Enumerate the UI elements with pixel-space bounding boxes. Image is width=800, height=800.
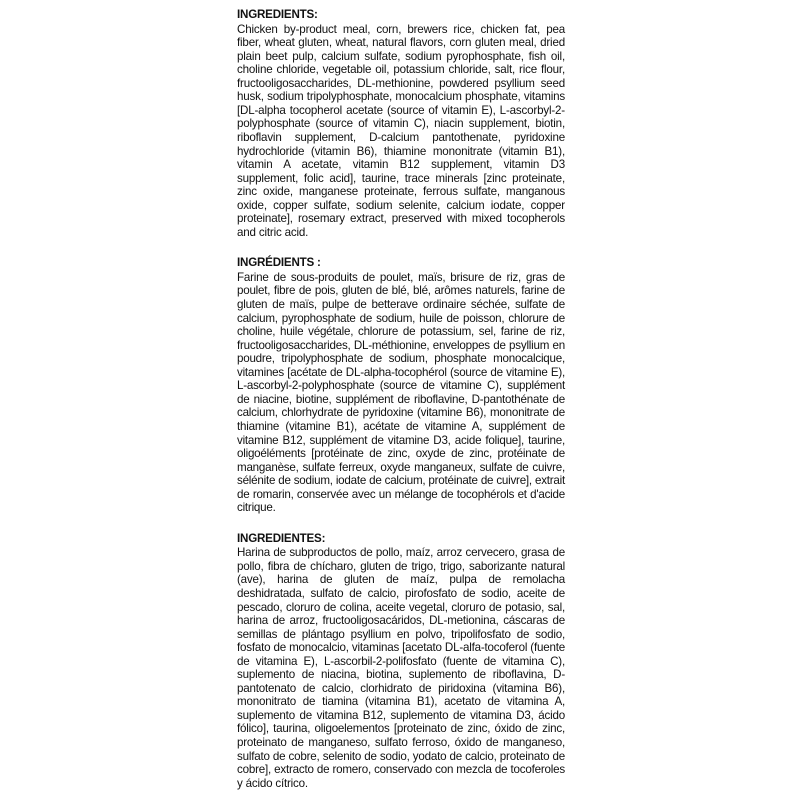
french-ingredients-heading: INGRÉDIENTS :	[237, 256, 321, 270]
french-ingredients-section	[237, 256, 565, 514]
english-ingredients-text: Chicken by-product meal, corn, brewers rice, chicken fat, pea fiber, wheat gluten, wheat, natural flavors, corn gluten meal, dried plain beet pulp, calcium sulfate, sodium pyrophosphate, fish oil, choline chloride, vegetable oil, potassium chloride, salt, rice flour, fructooligosaccharides, DL-methionine, powdered psyllium seed husk, sodium tripolyphosphate, monocalcium phosphate, vitamins [DL-alpha tocopherol acetate (source of vitamin E), L-ascorbyl-2-polyphosphate (source of vitamin C), niacin supplement, biotin, riboflavin supplement, D-calcium pantothenate, pyridoxine hydrochloride (vitamin B6), thiamine mononitrate (vitamin B1), vitamin A acetate, vitamin B12 supplement, vitamin D3 supplement, folic acid], taurine, trace minerals [zinc proteinate, zinc oxide, manganese proteinate, ferrous sulfate, manganous oxide, copper sulfate, sodium selenite, calcium iodate, copper proteinate], rosemary extract, preserved with mixed tocopherols and citric acid.	[237, 22, 565, 239]
english-ingredients-section	[237, 8, 565, 239]
french-ingredients-text: Farine de sous-produits de poulet, maïs, brisure de riz, gras de poulet, fibre de pois, gluten de blé, blé, arômes naturels, farine de gluten de maïs, pulpe de betterave ordinaire séchée, sulfate de calcium, pyrophosphate de sodium, huile de poisson, chlorure de choline, huile végétale, chlorure de potassium, sel, farine de riz, fructooligosaccharides, DL-méthionine, enveloppes de psyllium en poudre, tripolyphosphate de sodium, phosphate monocalcique, vitamines [acétate de DL-alpha-tocophérol (source de vitamine E), L-ascorbyl-2-polyphosphate (source de vitamine C), supplément de niacine, biotine, supplément de riboflavine, D-pantothénate de calcium, chlorhydrate de pyridoxine (vitamine B6), mononitrate de thiamine (vitamine B1), acétate de vitamine A, supplément de vitamine B12, supplément de vitamine D3, acide folique], taurine, oligoéléments [protéinate de zinc, oxyde de zinc, protéinate de manganèse, sulfate ferreux, oxyde manganeux, sulfate de cuivre, sélénite de sodium, iodate de calcium, protéinate de cuivre], extrait de romarin, conservée avec un mélange de tocophérols et d'acide citrique.	[237, 270, 565, 515]
spanish-ingredients-text: Harina de subproductos de pollo, maíz, arroz cervecero, grasa de pollo, fibra de chícharo, gluten de trigo, trigo, saborizante natural (ave), harina de gluten de maíz, pulpa de remolacha deshidratada, sulfato de calcio, pirofosfato de sodio, aceite de pescado, cloruro de colina, aceite vegetal, cloruro de potasio, sal, harina de arroz, fructooligosacáridos, DL-metionina, cáscaras de semillas de plántago psyllium en polvo, tripolifosfato de sodio, fosfato de monocalcio, vitaminas [acetato DL-alfa-tocoferol (fuente de vitamina E), L-ascorbil-2-polifosfato (fuente de vitamina C), suplemento de niacina, biotina, suplemento de riboflavina, D-pantotenato de calcio, clorhidrato de piridoxina (vitamina B6), mononitrato de tiamina (vitamina B1), acetato de vitamina A, suplemento de vitamina B12, suplemento de vitamina D3, ácido fólico], taurina, oligoelementos [proteinato de zinc, óxido de zinc, proteinato de manganeso, sulfato ferroso, óxido de manganeso, sulfato de cobre, selenito de sodio, yodato de calcio, proteinato de cobre], extracto de romero, conservado con mezcla de tocoferoles y ácido cítrico.	[237, 546, 565, 790]
spanish-ingredients-section	[237, 532, 565, 790]
spanish-ingredients-heading: INGREDIENTES:	[237, 531, 326, 545]
ingredients-label-panel	[237, 8, 565, 796]
english-ingredients-heading: INGREDIENTS:	[237, 8, 318, 21]
